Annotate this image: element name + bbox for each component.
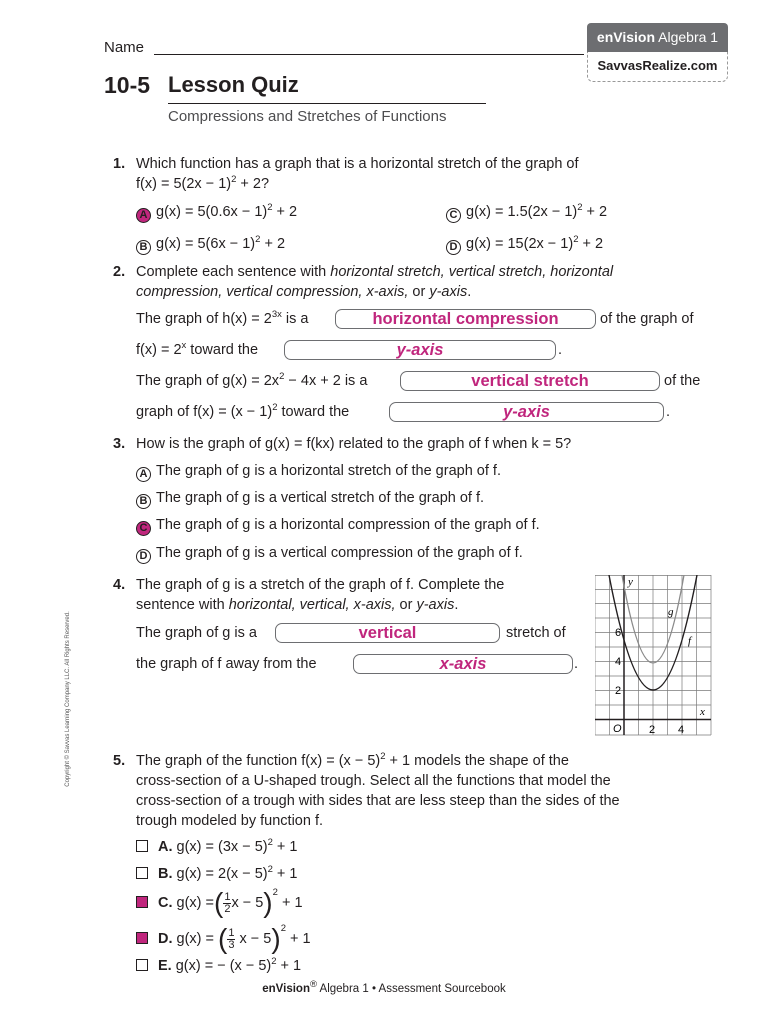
q3-bubble-b[interactable]: B	[136, 494, 151, 509]
q5-checkbox-b[interactable]	[136, 867, 148, 879]
q4-answer-box-2[interactable]: x-axis	[353, 654, 573, 674]
graph-x-label: x	[700, 706, 705, 718]
q5-checkbox-a[interactable]	[136, 840, 148, 852]
brand-sub: Algebra 1	[658, 29, 719, 45]
q5-option-d[interactable]: D. g(x) = ( $\frac{1}{3}$ x − 5)$^2$ + 1	[136, 925, 311, 955]
graph-y-tick-4: 4	[615, 656, 622, 668]
q1-prompt-line2: $f(x) = 5(2x - 1)^2 + 2$?	[136, 174, 270, 192]
q1-option-c[interactable]: C $g(x) = 1.5(2x - 1)^2 + 2$	[446, 202, 607, 223]
footer-brand: enVision	[262, 983, 310, 995]
q1-bubble-a[interactable]: A	[136, 208, 151, 223]
q3-prompt: How is the graph of g(x) = f(kx) related to the graph of f when k = 5?	[136, 436, 572, 452]
graph-y-tick-2: 2	[615, 685, 622, 697]
lesson-title: Lesson Quiz	[168, 72, 299, 97]
name-label: Name	[104, 39, 145, 56]
copyright-vertical: Copyright © Savvas Learning Company LLC. All Rights Reserved.	[65, 611, 71, 787]
q1-prompt-line1: Which function has a graph that is a horizontal stretch of the graph of	[136, 156, 579, 172]
q5-checkbox-d[interactable]	[136, 932, 148, 944]
q4-s1-end: stretch of	[506, 625, 566, 641]
curve-g-label: g	[668, 606, 674, 618]
q3-bubble-d[interactable]: D	[136, 549, 151, 564]
q3-option-b[interactable]: B The graph of g is a vertical stretch of the graph of f.	[136, 488, 484, 509]
q3-option-a[interactable]: A The graph of g is a horizontal stretch of the graph of f.	[136, 461, 501, 482]
q2-answer-box-3[interactable]: vertical stretch	[400, 371, 660, 391]
q2-s1-end: of the graph of	[600, 311, 694, 327]
q3-option-d[interactable]: D The graph of g is a vertical compression of the graph of f.	[136, 543, 523, 564]
graph-grid	[595, 575, 711, 735]
q4-answer-box-1[interactable]: vertical	[275, 623, 500, 643]
lesson-number: 10-5	[104, 72, 151, 98]
q2-answer-box-2[interactable]: y-axis	[284, 340, 556, 360]
q5-option-c[interactable]: C. g(x) =( $\frac{1}{2}$ x − 5)$^2$ + 1	[136, 889, 303, 919]
q3-bubble-c[interactable]: C	[136, 521, 151, 536]
q4-s2-text: the graph of f away from the	[136, 656, 317, 672]
q1-option-d[interactable]: D $g(x) = 15(2x - 1)^2 + 2$	[446, 234, 603, 255]
q4-prompt: The graph of g is a stretch of the graph of f. Complete the sentence with horizontal, vertical, x-axis, or y-axis.	[136, 577, 505, 613]
q1-option-b[interactable]: B $g(x) = 5(6x - 1)^2 + 2$	[136, 234, 285, 255]
graph-x-tick-2: 2	[649, 724, 656, 736]
q3-option-c[interactable]: C The graph of g is a horizontal compression of the graph of f.	[136, 515, 540, 536]
q5-frac-c: $\frac{1}{2}$	[224, 890, 231, 915]
q1-bubble-b[interactable]: B	[136, 240, 151, 255]
q5-option-a[interactable]: A. $g(x) = (3x - 5)^2 + 1$	[136, 837, 297, 857]
q2-period-1: .	[558, 342, 563, 358]
title-rule	[168, 103, 486, 104]
graph-y-label: y	[628, 576, 633, 588]
q1-bubble-d[interactable]: D	[446, 240, 461, 255]
footer-text: Algebra 1 • Assessment Sourcebook	[316, 983, 506, 995]
curve-f-label: f	[688, 635, 692, 647]
q4-s1-text: The graph of g is a	[136, 625, 257, 641]
q4-number: 4.	[113, 577, 126, 593]
q5-prompt: The graph of the function $f(x) = (x - 5)^2 + 1$ models the shape of the cross-section of a U-shaped trough. Select all the functions that model the cross-section of a trough with sides that are less steep than the sides of the trough modeled by function f.	[136, 751, 620, 829]
q1-bubble-c[interactable]: C	[446, 208, 461, 223]
q1-prompt	[136, 154, 579, 194]
q5-checkbox-c[interactable]	[136, 896, 148, 908]
site-link[interactable]: SavvasRealize.com	[587, 52, 728, 82]
q5-checkbox-e[interactable]	[136, 959, 148, 971]
q2-s1-line2: $f(x) = 2^x$ toward the	[136, 340, 259, 358]
q1-number: 1.	[113, 156, 126, 172]
q2-s1-text: The graph of $h(x) = 2^{3x}$ is a	[136, 309, 309, 327]
q2-prompt: Complete each sentence with horizontal stretch, vertical stretch, horizontal compression, vertical compression, x-axis, or y-axis.	[136, 264, 614, 300]
graph-x-tick-4: 4	[678, 724, 685, 736]
q5-option-b[interactable]: B. $g(x) = 2(x - 5)^2 + 1$	[136, 864, 297, 884]
q4-graph	[595, 575, 713, 737]
q5-number: 5.	[113, 753, 126, 769]
lesson-subtitle: Compressions and Stretches of Functions	[168, 108, 447, 125]
q5-option-e[interactable]: E. g(x) = − $(x - 5)^2 + 1$	[136, 956, 301, 976]
q2-answer-box-4[interactable]: y-axis	[389, 402, 664, 422]
q2-period-2: .	[666, 404, 671, 420]
graph-origin-label: O	[613, 723, 622, 735]
q2-s2-line2: graph of $f(x) = (x - 1)^2$ toward the	[136, 402, 350, 420]
footer: enVision® Algebra 1 • Assessment Sourcebook	[262, 979, 506, 995]
q3-bubble-a[interactable]: A	[136, 467, 151, 482]
q1-option-a[interactable]: A $g(x) = 5(0.6x - 1)^2 + 2$	[136, 202, 297, 223]
q2-s2-text: The graph of $g(x) = 2x^2 - 4x + 2$ is a	[136, 371, 368, 389]
q3-number: 3.	[113, 436, 126, 452]
q2-number: 2.	[113, 264, 126, 280]
brand-name: enVision	[596, 29, 656, 45]
q5-frac-d: $\frac{1}{3}$	[228, 926, 235, 951]
q4-period: .	[574, 656, 579, 672]
brand-badge	[587, 23, 728, 52]
q2-s2-end: of the	[664, 373, 701, 389]
q2-answer-box-1[interactable]: horizontal compression	[335, 309, 596, 329]
name-line[interactable]	[154, 54, 584, 55]
graph-y-tick-6: 6	[615, 627, 622, 639]
